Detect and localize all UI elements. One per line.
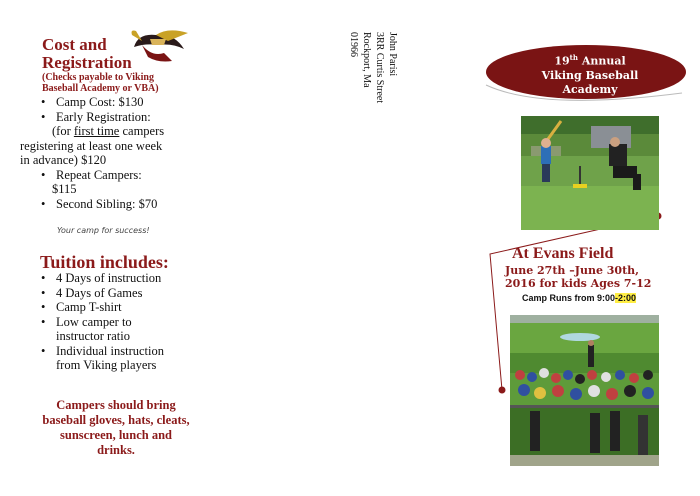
- repeat-price: $115: [52, 182, 77, 196]
- batting-photo: [521, 116, 659, 230]
- camp-times: [522, 293, 636, 303]
- slogan: Your camp for success!: [57, 226, 150, 235]
- list-item: • Repeat Campers:: [38, 168, 196, 183]
- list-item: • Second Sibling: $70: [38, 197, 196, 212]
- banner-line1: [520, 51, 660, 69]
- address-line: Rockport, Ma: [361, 32, 372, 88]
- viking-logo: [128, 27, 190, 63]
- times-highlight: -2:00: [615, 293, 637, 303]
- banner-annual: Annual: [577, 54, 626, 68]
- cost-title: [42, 36, 132, 72]
- list-item: • 4 Days of Games: [38, 286, 198, 301]
- address-line: 3RR Curtis Street: [374, 32, 385, 104]
- mailing-address: [345, 32, 399, 152]
- early-label: Early Registration:: [56, 109, 151, 124]
- list-item: [38, 110, 196, 125]
- cost-title-line2: Registration: [42, 53, 132, 72]
- early-detail-post: campers: [119, 124, 165, 138]
- early-detail: [38, 124, 196, 139]
- dates-line1: June 27th –June 30th,: [505, 264, 639, 277]
- list-item: • 4 Days of instruction: [38, 271, 198, 286]
- address-line: 01966: [348, 32, 359, 57]
- list-item: • Low camper to instructor ratio: [38, 315, 174, 344]
- title-banner: [482, 43, 690, 103]
- times-text: Camp Runs from 9:00: [522, 293, 616, 303]
- early-detail-pre: (for: [52, 124, 74, 138]
- event-title: At Evans Field: [512, 245, 614, 262]
- list-item: • Camp Cost: $130: [38, 95, 196, 110]
- address-line: John Parisi: [387, 32, 398, 77]
- dates-line2: 2016 for kids Ages 7-12: [505, 277, 652, 290]
- cost-title-line1: Cost and: [42, 35, 107, 54]
- banner-line2: Viking Baseball: [541, 68, 639, 82]
- bring-note: Campers should bring baseball gloves, hats, cleats, sunscreen, lunch and drinks.: [42, 398, 190, 457]
- tuition-list: [38, 271, 198, 373]
- banner-number: 19: [554, 54, 570, 68]
- tuition-title: Tuition includes:: [40, 252, 169, 272]
- early-detail-underlined: first time: [73, 124, 120, 138]
- campers-photo: [510, 315, 659, 466]
- list-item: • Camp T-shirt: [38, 300, 198, 315]
- early-detail-3: in advance) $120: [20, 153, 107, 167]
- early-detail-2: registering at least one week: [20, 138, 163, 153]
- banner-sup: th: [569, 53, 578, 62]
- checks-note: (Checks payable to Viking Baseball Academy or VBA): [42, 72, 159, 94]
- banner-line3: Academy: [562, 82, 618, 96]
- event-dates: [505, 264, 651, 290]
- cost-list: [20, 95, 196, 211]
- list-item: • Individual instruction from Viking players: [38, 344, 191, 373]
